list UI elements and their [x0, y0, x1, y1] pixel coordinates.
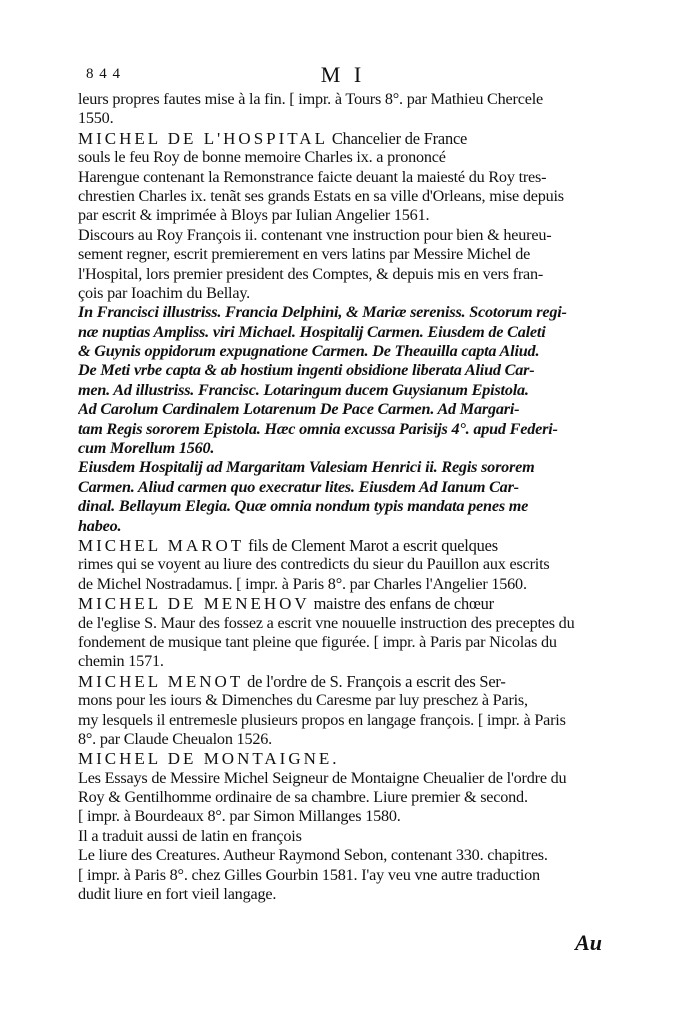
- line-text: mons pour les iours & Dimenches du Caresme par luy preschez à Paris,: [78, 691, 528, 710]
- text-line: [78, 439, 606, 458]
- text-line: [78, 730, 606, 749]
- text-line: [78, 265, 606, 284]
- text-line: [78, 420, 606, 439]
- line-text: habeo.: [78, 516, 122, 535]
- entry-heading-line: [78, 749, 606, 768]
- line-text: cum Morellum 1560.: [78, 439, 215, 458]
- text-line: [78, 381, 606, 400]
- line-text: chrestien Charles ix. tenãt ses grands Estats en sa ville d'Orleans, mise depuis: [78, 186, 564, 205]
- text-line: [78, 885, 606, 904]
- line-text: souls le feu Roy de bonne memoire Charles ix. a prononcé: [78, 148, 446, 167]
- line-text: fils de Clement Marot a escrit quelques: [244, 535, 498, 555]
- line-text: 8°. par Claude Cheualon 1526.: [78, 729, 272, 748]
- text-line: [78, 361, 606, 380]
- entry-heading-line: [78, 594, 606, 613]
- line-text: Roy & Gentilhomme ordinaire de sa chambre. Liure premier & second.: [78, 788, 528, 807]
- line-text: çois par Ioachim du Bellay.: [78, 283, 251, 302]
- line-text: Les Essays de Messire Michel Seigneur de Montaigne Cheualier de l'ordre du: [78, 768, 567, 787]
- author-name: MICHEL DE MONTAIGNE.: [78, 749, 340, 769]
- line-text: men. Ad illustriss. Francisc. Lotaringum ducem Guysianum Epistola.: [78, 380, 529, 399]
- line-text: l'Hospital, lors premier president des Comptes, & depuis mis en vers fran-: [78, 264, 544, 283]
- line-text: Harengue contenant la Remonstrance faicte deuant la maiesté du Roy tres-: [78, 167, 547, 186]
- entry-heading-line: [78, 129, 606, 148]
- text-line: [78, 148, 606, 167]
- page-number: 8 4 4: [86, 66, 121, 82]
- text-line: [78, 517, 606, 536]
- line-text: tam Regis sororem Epistola. Hæc omnia excussa Parisijs 4°. apud Federi-: [78, 419, 558, 438]
- line-text: & Guynis oppidorum expugnatione Carmen. De Theauilla capta Aliud.: [78, 342, 540, 361]
- text-line: [78, 827, 606, 846]
- text-line: [78, 769, 606, 788]
- line-text: Discours au Roy François ii. contenant vne instruction pour bien & heureu-: [78, 225, 552, 244]
- line-text: Chancelier de France: [327, 128, 468, 148]
- line-text: my lesquels il entremesle plusieurs propos en langage françois. [ impr. à Paris: [78, 710, 566, 729]
- text-line: [78, 400, 606, 419]
- text-line: [78, 633, 606, 652]
- line-text: næ nuptias Ampliss. viri Michael. Hospitalij Carmen. Eiusdem de Caleti: [78, 322, 546, 341]
- line-text: [ impr. à Bourdeaux 8°. par Simon Millanges 1580.: [78, 807, 401, 826]
- entry-heading-line: [78, 536, 606, 555]
- line-text: [ impr. à Paris 8°. chez Gilles Gourbin 1581. I'ay veu vne autre traduction: [78, 865, 540, 884]
- text-line: [78, 478, 606, 497]
- line-text: rimes qui se voyent au liure des contredicts du sieur du Pauillon aux escrits: [78, 555, 550, 574]
- text-line: [78, 284, 606, 303]
- text-line: [78, 226, 606, 245]
- line-text: dudit liure en fort vieil langage.: [78, 885, 277, 904]
- entry-heading-line: [78, 672, 606, 691]
- page-body: [78, 90, 606, 904]
- text-line: [78, 711, 606, 730]
- line-text: de l'eglise S. Maur des fossez a escrit vne nouuelle instruction des preceptes du: [78, 613, 575, 632]
- text-line: [78, 187, 606, 206]
- text-line: [78, 90, 606, 109]
- text-line: [78, 109, 606, 128]
- text-line: [78, 846, 606, 865]
- line-text: de l'ordre de S. François a escrit des Ser-: [243, 671, 506, 691]
- line-text: de Michel Nostradamus. [ impr. à Paris 8°. par Charles l'Angelier 1560.: [78, 574, 527, 593]
- text-line: [78, 497, 606, 516]
- line-text: leurs propres fautes mise à la fin. [ impr. à Tours 8°. par Mathieu Chercele: [78, 90, 543, 108]
- text-line: [78, 555, 606, 574]
- line-text: par escrit & imprimée à Bloys par Iulian Angelier 1561.: [78, 206, 430, 225]
- line-text: dinal. Bellayum Elegia. Quæ omnia nondum typis mandata penes me: [78, 497, 529, 516]
- line-text: Le liure des Creatures. Autheur Raymond Sebon, contenant 330. chapitres.: [78, 846, 548, 865]
- author-name: MICHEL DE MENEHOV: [78, 594, 310, 614]
- text-line: [78, 575, 606, 594]
- author-name: MICHEL MAROT: [78, 535, 245, 555]
- author-name: MICHEL DE L'HOSPITAL: [78, 128, 328, 148]
- text-line: [78, 807, 606, 826]
- line-text: chemin 1571.: [78, 652, 164, 671]
- line-text: In Francisci illustriss. Francia Delphini, & Mariæ sereniss. Scotorum regi-: [78, 303, 567, 322]
- text-line: [78, 458, 606, 477]
- line-text: Eiusdem Hospitalij ad Margaritam Valesiam Henrici ii. Regis sororem: [78, 458, 535, 477]
- text-line: [78, 323, 606, 342]
- text-line: [78, 691, 606, 710]
- catchword: Au: [575, 930, 602, 955]
- line-text: Carmen. Aliud carmen quo execratur lites. Eiusdem Ad Ianum Car-: [78, 477, 519, 496]
- line-text: 1550.: [78, 109, 114, 128]
- running-head: M I: [320, 62, 366, 87]
- text-line: [78, 342, 606, 361]
- line-text: fondement de musique tant pleine que figurée. [ impr. à Paris par Nicolas du: [78, 632, 557, 651]
- text-line: [78, 866, 606, 885]
- text-line: [78, 303, 606, 322]
- line-text: Ad Carolum Cardinalem Lotarenum De Pace Carmen. Ad Margari-: [78, 400, 520, 419]
- page-header: [78, 62, 608, 88]
- text-line: [78, 614, 606, 633]
- line-text: Il a traduit aussi de latin en françois: [78, 826, 302, 845]
- text-line: [78, 245, 606, 264]
- line-text: De Meti vrbe capta & ab hostium ingenti obsidione liberata Aliud Car-: [78, 361, 535, 380]
- line-text: sement regner, escrit premierement en vers latins par Messire Michel de: [78, 245, 531, 264]
- text-line: [78, 206, 606, 225]
- line-text: maistre des enfans de chœur: [309, 594, 494, 614]
- text-line: [78, 168, 606, 187]
- text-line: [78, 788, 606, 807]
- text-line: [78, 652, 606, 671]
- author-name: MICHEL MENOT: [78, 671, 244, 691]
